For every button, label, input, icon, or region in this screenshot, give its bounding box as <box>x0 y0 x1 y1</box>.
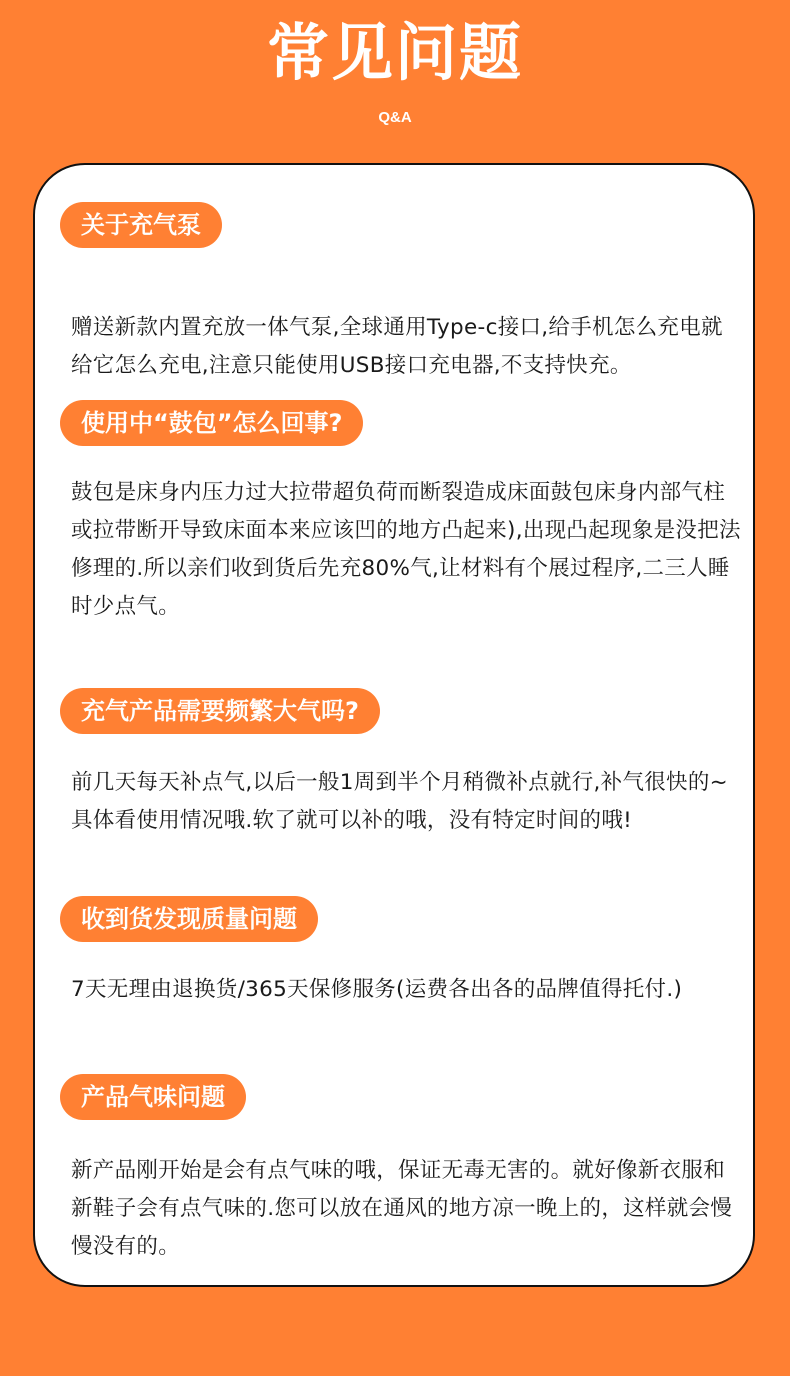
faq-answer-text: 7天无理由退换货/365天保修服务(运费各出各的品牌值得托付.) <box>71 977 683 1002</box>
faq-answer-text: 新产品刚开始是会有点气味的哦，保证无毒无害的。就好像新衣服和新鞋子会有点气味的.您可以放在通风的地方凉一晚上的，这样就会慢慢没有的。 <box>71 1158 733 1259</box>
faq-answer-text: 前几天每天补点气,以后一般1周到半个月稍微补点就行,补气很快的~具体看使用情况哦.软了就可以补的哦，没有特定时间的哦! <box>71 770 728 833</box>
faq-answer-text: 鼓包是床身内压力过大拉带超负荷而断裂造成床面鼓包床身内部气柱或拉带断开导致床面本来应该凹的地方凸起来),出现凸起现象是没把法修理的.所以亲们收到货后先充80%气,让材料有个展过程序,二三人睡时少点气。 <box>71 480 741 619</box>
faq-question-badge: 使用中“鼓包”怎么回事? <box>60 400 363 446</box>
faq-question-badge: 产品气味问题 <box>60 1074 246 1120</box>
faq-question-badge: 收到货发现质量问题 <box>60 896 318 942</box>
faq-answer-text: 赠送新款内置充放一体气泵,全球通用Type-c接口,给手机怎么充电就给它怎么充电,注意只能使用USB接口充电器,不支持快充。 <box>71 315 723 378</box>
page-title: 常见问题 <box>266 16 523 89</box>
faq-question-badge: 关于充气泵 <box>60 202 222 248</box>
page-subtitle: Q&A <box>378 109 412 126</box>
faq-question-badge: 充气产品需要频繁大气吗? <box>60 688 380 734</box>
faq-card <box>33 163 755 1287</box>
